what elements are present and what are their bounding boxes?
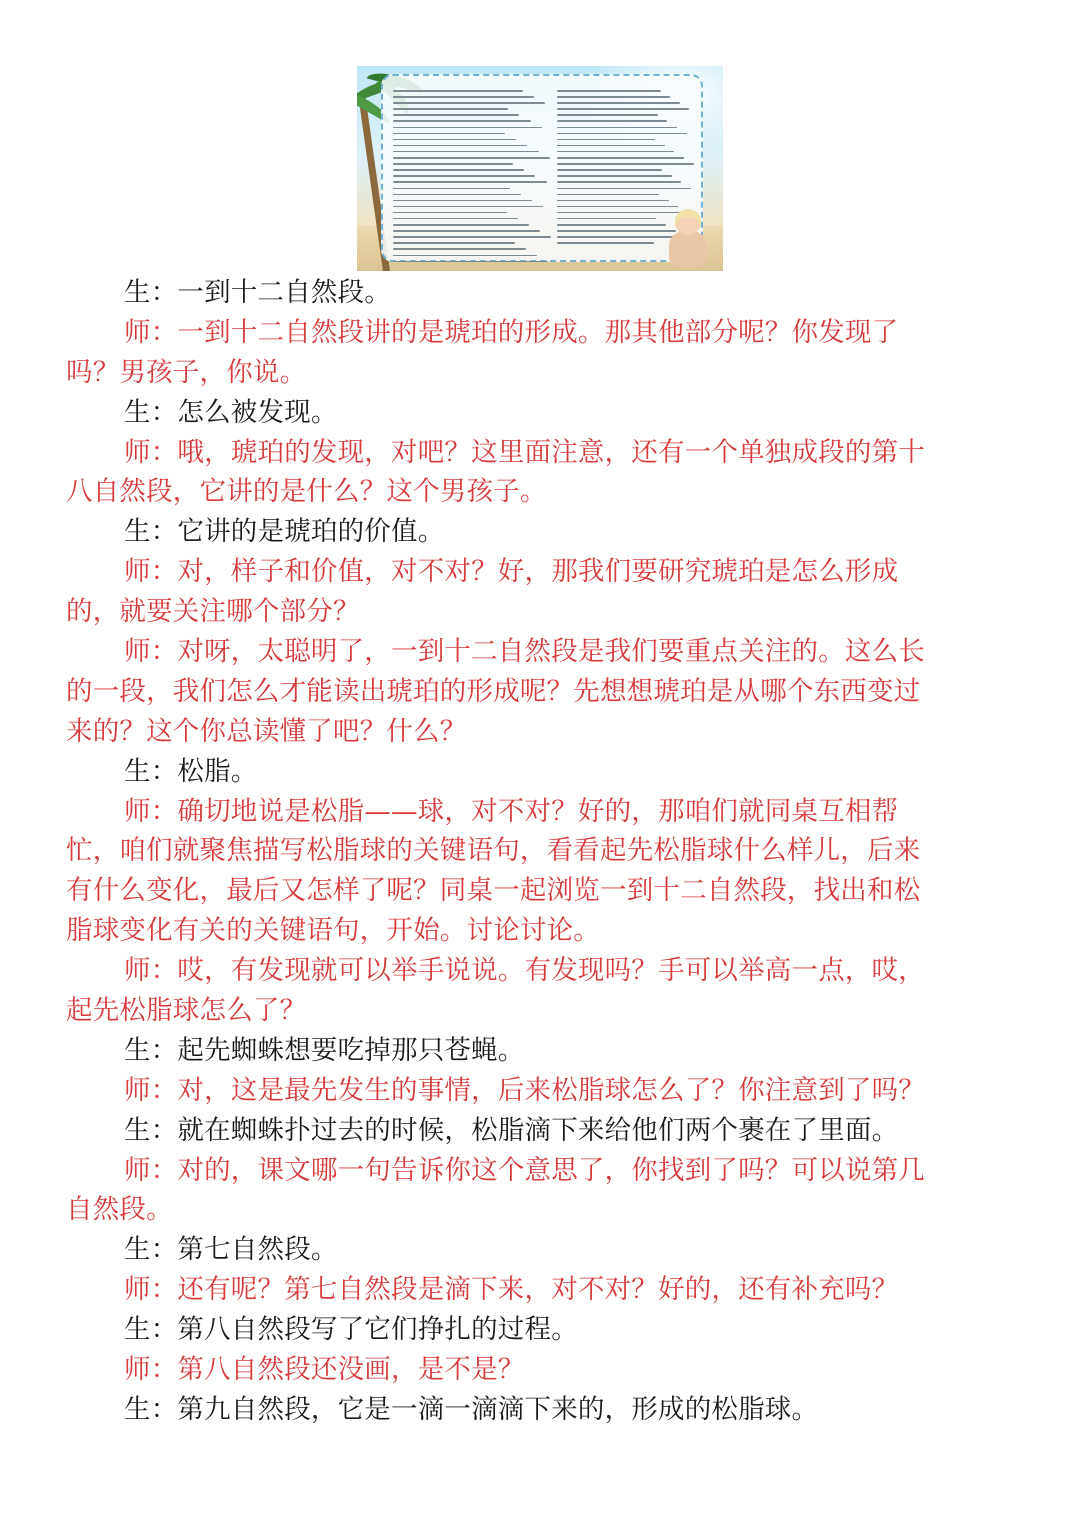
illegible-text-line	[557, 139, 655, 141]
teacher-utterance-line: 吗？男孩子，你说。	[66, 356, 307, 388]
teacher-utterance-line: 来的？这个你总读懂了吧？什么？	[66, 715, 467, 747]
illegible-text-line	[557, 157, 684, 159]
illegible-text-line	[393, 133, 505, 135]
illegible-text-line	[393, 188, 510, 190]
illegible-text-line	[557, 90, 661, 92]
teacher-utterance-line: 自然段。	[66, 1194, 173, 1226]
illegible-text-line	[393, 102, 545, 104]
teacher-utterance-line: 的，就要关注哪个部分？	[66, 596, 360, 628]
illegible-text-line	[557, 96, 670, 98]
illegible-text-line	[393, 206, 543, 208]
illegible-text-line	[557, 169, 662, 171]
illegible-text-line	[393, 236, 551, 238]
illegible-text-line	[393, 224, 529, 226]
illegible-text-line	[393, 114, 519, 116]
illegible-text-line	[557, 145, 665, 147]
teacher-utterance-line: 师：对，样子和价值，对不对？好，那我们要研究琥珀是怎么形成	[124, 556, 899, 588]
illegible-text-line	[557, 175, 672, 177]
child-body	[669, 231, 707, 267]
teacher-utterance-line: 起先松脂球怎么了？	[66, 995, 307, 1027]
teacher-utterance-line: 有什么变化，最后又怎样了呢？同桌一起浏览一到十二自然段，找出和松	[66, 875, 921, 907]
student-utterance-line: 生：第九自然段，它是一滴一滴滴下来的，形成的松脂球。	[124, 1393, 819, 1425]
child-head	[675, 209, 701, 235]
illegible-text-line	[557, 120, 667, 122]
illegible-text-line	[557, 163, 694, 165]
student-utterance-line: 生：第七自然段。	[124, 1234, 338, 1266]
lesson-text-panel	[381, 74, 703, 262]
student-utterance-line: 生：就在蜘蛛扑过去的时候，松脂滴下来给他们两个裹在了里面。	[124, 1114, 899, 1146]
classroom-transcript	[66, 273, 998, 1430]
teacher-utterance-line: 师：对呀，太聪明了，一到十二自然段是我们要重点关注的。这么长	[124, 636, 925, 668]
teacher-utterance-line: 的一段，我们怎么才能读出琥珀的形成呢？先想想琥珀是从哪个东西变过	[66, 675, 921, 707]
illegible-text-line	[557, 206, 678, 208]
illegible-text-line	[393, 194, 521, 196]
illegible-text-line	[557, 102, 680, 104]
illegible-text-line	[393, 151, 539, 153]
illegible-text-line	[393, 108, 508, 110]
lesson-text-left-column	[393, 90, 553, 267]
illegible-text-line	[557, 194, 659, 196]
illegible-text-line	[557, 230, 676, 232]
teacher-utterance-line: 师：第八自然段还没画，是不是？	[124, 1354, 525, 1386]
illegible-text-line	[557, 127, 677, 129]
illegible-text-line	[557, 188, 691, 190]
teacher-utterance-line: 师：确切地说是松脂——球，对不对？好的，那咱们就同桌互相帮	[124, 795, 899, 827]
illegible-text-line	[557, 218, 656, 220]
illegible-text-line	[393, 248, 526, 250]
child-illustration	[667, 209, 709, 267]
illegible-text-line	[393, 181, 547, 183]
illegible-text-line	[393, 255, 537, 257]
illegible-text-line	[393, 145, 527, 147]
teacher-utterance-line: 师：一到十二自然段讲的是琥珀的形成。那其他部分呢？你发现了	[124, 316, 899, 348]
illegible-text-line	[393, 200, 532, 202]
teacher-utterance-line: 师：哦，琥珀的发现，对吧？这里面注意，还有一个单独成段的第十	[124, 436, 925, 468]
teacher-utterance-line: 忙，咱们就聚焦描写松脂球的关键语句，看看起先松脂球什么样儿，后来	[66, 835, 921, 867]
illegible-text-line	[393, 90, 523, 92]
teacher-utterance-line: 师：哎，有发现就可以举手说说。有发现吗？手可以举高一点，哎，	[124, 955, 925, 987]
student-utterance-line: 生：起先蜘蛛想要吃掉那只苍蝇。	[124, 1034, 525, 1066]
illegible-text-line	[557, 200, 669, 202]
illegible-text-line	[393, 169, 524, 171]
illegible-text-line	[393, 218, 518, 220]
illegible-text-line	[393, 261, 548, 263]
illegible-text-line	[557, 181, 681, 183]
teacher-utterance-line: 脂球变化有关的关键语句，开始。讨论讨论。	[66, 915, 600, 947]
textbook-page-image	[357, 66, 723, 271]
illegible-text-line	[557, 151, 674, 153]
illegible-text-line	[393, 175, 535, 177]
illegible-text-line	[557, 108, 689, 110]
teacher-utterance-line: 师：还有呢？第七自然段是滴下来，对不对？好的，还有补充吗？	[124, 1274, 899, 1306]
teacher-utterance-line: 师：对的，课文哪一句告诉你这个意思了，你找到了吗？可以说第几	[124, 1154, 925, 1186]
student-utterance-line: 生：一到十二自然段。	[124, 277, 391, 308]
illegible-text-line	[557, 224, 666, 226]
illegible-text-line	[393, 96, 534, 98]
illegible-text-line	[393, 120, 531, 122]
illegible-text-line	[557, 133, 687, 135]
student-utterance-line: 生：松脂。	[124, 755, 258, 787]
student-utterance-line: 生：它讲的是琥珀的价值。	[124, 516, 445, 548]
illegible-text-line	[393, 212, 507, 214]
teacher-utterance-line: 师：对，这是最先发生的事情，后来松脂球怎么了？你注意到了吗？	[124, 1074, 925, 1106]
illegible-text-line	[393, 242, 515, 244]
student-utterance-line: 生：第八自然段写了它们挣扎的过程。	[124, 1314, 578, 1346]
illegible-text-line	[393, 163, 513, 165]
student-utterance-line: 生：怎么被发现。	[124, 396, 338, 428]
illegible-text-line	[557, 114, 658, 116]
teacher-utterance-line: 八自然段，它讲的是什么？这个男孩子。	[66, 476, 547, 508]
illegible-text-line	[393, 127, 542, 129]
illegible-text-line	[393, 157, 550, 159]
illegible-text-line	[393, 139, 516, 141]
illegible-text-line	[557, 242, 654, 244]
illegible-text-line	[393, 230, 540, 232]
